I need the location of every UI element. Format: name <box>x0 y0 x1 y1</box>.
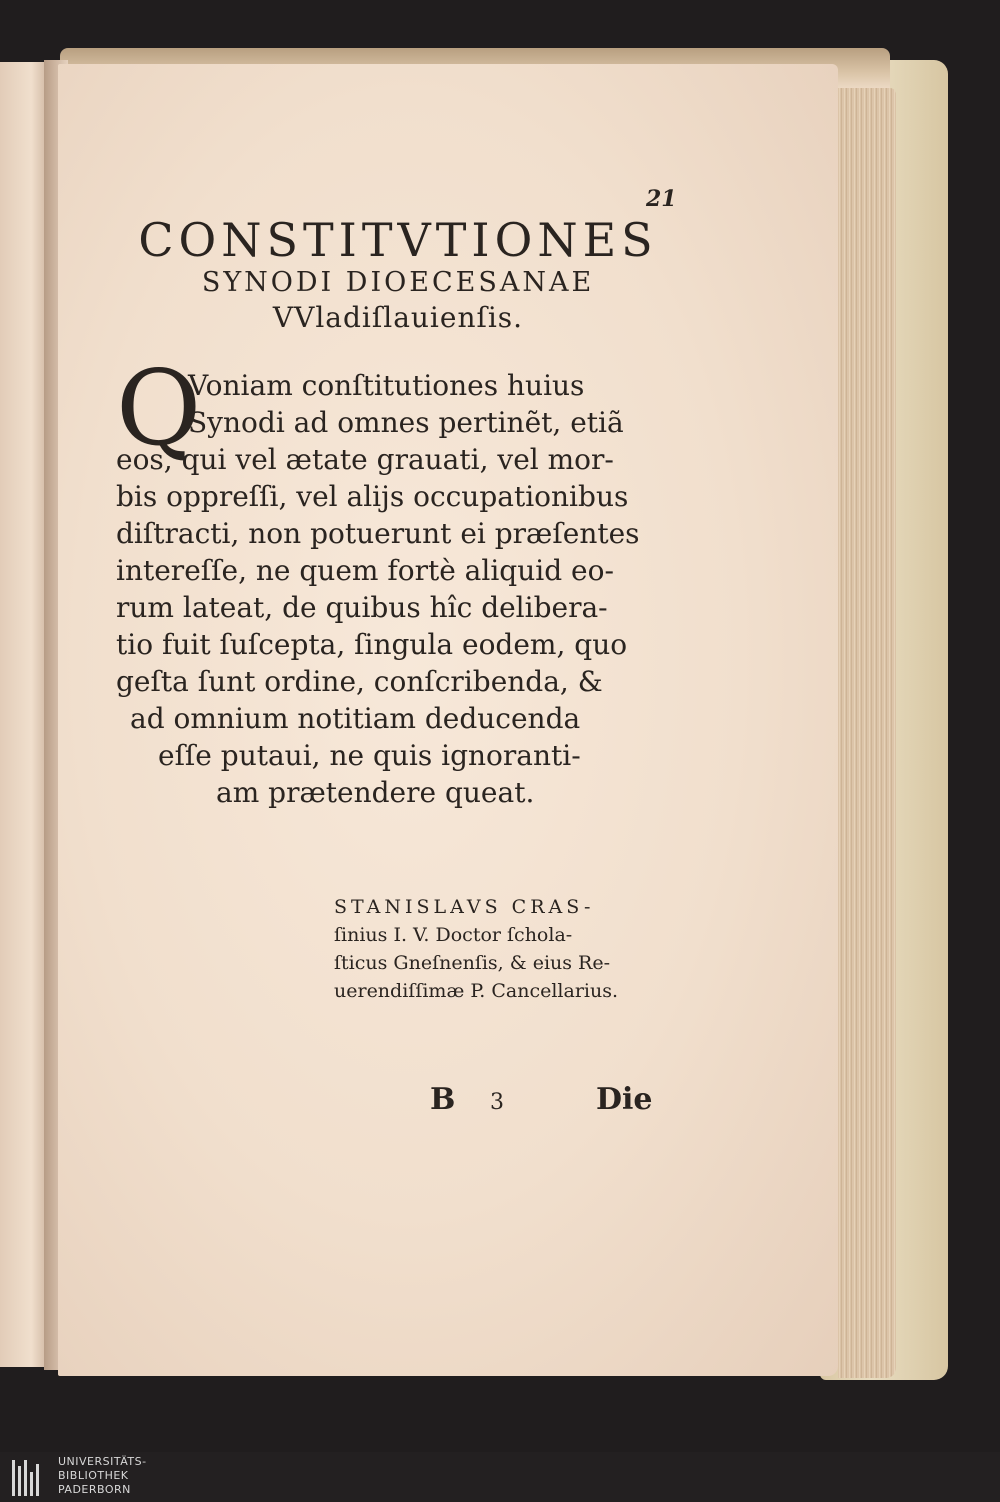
body-line: ad omnium notitiam deducenda <box>130 702 581 735</box>
body-line: am prætendere queat. <box>216 776 535 809</box>
signature-line: STANISLAVS CRAS- <box>334 896 595 918</box>
body-line: eſſe putaui, ne quis ignoranti- <box>158 739 581 772</box>
body-line: Voniam conſtitutiones huius <box>188 369 585 402</box>
page-number: 21 <box>646 186 677 212</box>
body-line: tio fuit ſuſcepta, ſingula eodem, quo <box>116 628 628 661</box>
title-subtitle: SYNODI DIOECESANAE <box>201 267 595 298</box>
body-line: diſtracti, non potuerunt ei præſentes <box>116 517 640 550</box>
signature-line: uerendiſſimæ P. Cancellarius. <box>334 980 619 1002</box>
signature-line: ſinius I. V. Doctor ſchola- <box>334 924 573 946</box>
library-name-line: UNIVERSITÄTS- <box>58 1455 147 1468</box>
body-line: geſta ſunt ordine, conſcribenda, & <box>116 665 603 698</box>
page-edges <box>838 88 896 1378</box>
signature-mark: B <box>430 1082 456 1117</box>
body-line: eos, qui vel ætate grauati, vel mor- <box>116 443 614 476</box>
body-line: intereſſe, ne quem fortè aliquid eo- <box>116 554 614 587</box>
signature-number: 3 <box>490 1090 504 1115</box>
library-name-line: PADERBORN <box>58 1483 131 1496</box>
library-footer <box>0 1452 1000 1502</box>
body-line: bis oppreſſi, vel alijs occupationibus <box>116 480 629 513</box>
library-name-line: BIBLIOTHEK <box>58 1469 129 1482</box>
drop-cap: Q <box>116 347 202 469</box>
body-line: Synodi ad omnes pertinẽt, etiã <box>188 406 624 439</box>
catchword: Die <box>596 1082 653 1117</box>
body-line: rum lateat, de quibus hîc delibera- <box>116 591 608 624</box>
library-logo-icon <box>10 1458 50 1498</box>
title-city: VVladiſlauienſis. <box>272 301 524 334</box>
library-name <box>58 1455 147 1497</box>
book-page <box>58 64 838 1376</box>
title-main: CONSTITVTIONES <box>138 213 658 267</box>
signature-line: ſticus Gneſnenſis, & eius Re- <box>334 952 611 974</box>
